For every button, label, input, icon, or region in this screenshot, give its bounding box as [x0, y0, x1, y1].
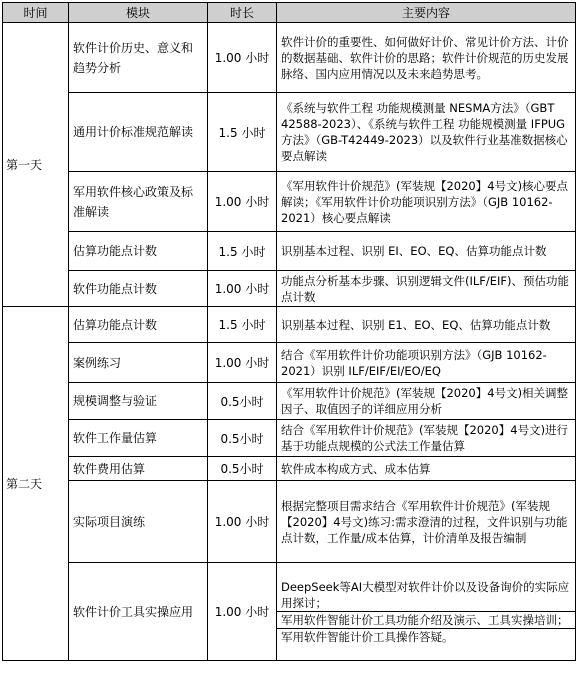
module-cell: 软件计价工具实操应用 — [69, 563, 208, 661]
table-row — [3, 481, 576, 563]
module-cell: 软件计价历史、意义和趋势分析 — [69, 23, 208, 93]
table-row — [3, 172, 576, 232]
module-cell: 实际项目演练 — [69, 481, 208, 563]
duration-cell: 1.00 小时 — [208, 271, 277, 307]
table-row — [3, 457, 576, 481]
content-cell — [277, 343, 576, 383]
content-line: DeepSeek等AI大模型对软件计价以及设备询价的实际应用探讨； — [281, 579, 570, 610]
module-cell: 估算功能点计数 — [69, 307, 208, 343]
header-content: 主要内容 — [277, 3, 576, 23]
content-line: 军用软件智能计价工具操作答疑。 — [277, 628, 575, 645]
content-cell — [277, 23, 576, 93]
content-line: 《系统与软件工程 功能规模测量 NESMA方法》（GBT 42588-2023）、《系统与软件工程 功能规模测量 IFPUG方法》（GB-T42449-2023）以及软件行业基准数据核心要点解读 — [281, 101, 568, 163]
module-cell: 软件费用估算 — [69, 457, 208, 481]
table-row — [3, 232, 576, 271]
content-cell — [277, 481, 576, 563]
duration-cell: 0.5小时 — [208, 383, 277, 420]
header-row — [3, 3, 576, 23]
module-cell: 软件工作量估算 — [69, 420, 208, 457]
duration-cell: 1.00 小时 — [208, 343, 277, 383]
table-row — [3, 563, 576, 661]
duration-cell: 0.5小时 — [208, 420, 277, 457]
content-line: 根据完整项目需求结合《军用软件计价规范》(军装规【2020】4号文)练习:需求澄清的过程，文件识别与功能点计数，工作量/成本估算，计价清单及报告编制 — [281, 498, 568, 545]
content-line: 结合《军用软件计价规范》(军装规【2020】4号文)进行基于功能点规模的公式法工作量估算 — [281, 423, 569, 453]
header-module: 模块 — [69, 3, 208, 23]
duration-cell: 1.00 小时 — [208, 563, 277, 661]
content-line: 结合《军用软件计价功能项识别方法》（GJB 10162-2021）识别 ILF/EIF/EI/EO/EQ — [281, 347, 547, 378]
module-cell: 军用软件核心政策及标准解读 — [69, 172, 208, 232]
module-cell: 估算功能点计数 — [69, 232, 208, 271]
module-cell: 通用计价标准规范解读 — [69, 93, 208, 172]
table-row — [3, 383, 576, 420]
content-line: 军用软件智能计价工具功能介绍及演示、工具实操培训； — [277, 611, 575, 628]
content-cell — [277, 271, 576, 307]
content-cell — [277, 232, 576, 271]
duration-cell: 1.00 小时 — [208, 23, 277, 93]
table-row — [3, 271, 576, 307]
training-schedule-table — [2, 2, 576, 661]
content-cell — [277, 457, 576, 481]
content-cell — [277, 563, 576, 661]
content-cell — [277, 420, 576, 457]
content-line: 《军用软件计价规范》(军装规【2020】4号文)相关调整因子、取值因子的详细应用分析 — [281, 386, 569, 416]
module-cell: 案例练习 — [69, 343, 208, 383]
table-row — [3, 307, 576, 343]
content-cell — [277, 383, 576, 420]
module-cell: 规模调整与验证 — [69, 383, 208, 420]
duration-cell: 1.5 小时 — [208, 93, 277, 172]
header-duration: 时长 — [208, 3, 277, 23]
day-label: 第二天 — [3, 307, 69, 661]
table-row — [3, 93, 576, 172]
table-row — [3, 23, 576, 93]
content-cell — [277, 172, 576, 232]
duration-cell: 1.00 小时 — [208, 481, 277, 563]
table-row — [3, 343, 576, 383]
header-time: 时间 — [3, 3, 69, 23]
module-cell: 软件功能点计数 — [69, 271, 208, 307]
content-cell — [277, 93, 576, 172]
content-line: 软件计价的重要性、如何做好计价、常见计价方法、计价的数据基础、软件计价的思路；软件计价规范的历史发展脉络、国内应用情况以及未来趋势思考。 — [281, 34, 569, 81]
content-cell — [277, 307, 576, 343]
content-line: 识别基本过程、识别 E1、EO、EQ、估算功能点计数 — [281, 317, 551, 332]
table-row — [3, 420, 576, 457]
day-label: 第一天 — [3, 23, 69, 307]
content-line: 功能点分析基本步骤、识别逻辑文件(ILF/EIF)、预估功能点计数 — [281, 273, 570, 304]
duration-cell: 1.00 小时 — [208, 172, 277, 232]
content-line: 软件成本构成方式、成本估算 — [281, 461, 431, 476]
duration-cell: 1.5 小时 — [208, 307, 277, 343]
schedule-table-wrapper — [2, 2, 576, 661]
duration-cell: 0.5小时 — [208, 457, 277, 481]
content-line: 《军用软件计价规范》(军装规【2020】4号文)核心要点解读；《军用软件计价功能项识别方法》（GJB 10162-2021）核心要点解读 — [281, 178, 569, 225]
duration-cell: 1.5 小时 — [208, 232, 277, 271]
content-line: 识别基本过程、识别 EI、EO、EQ、估算功能点计数 — [281, 244, 547, 258]
